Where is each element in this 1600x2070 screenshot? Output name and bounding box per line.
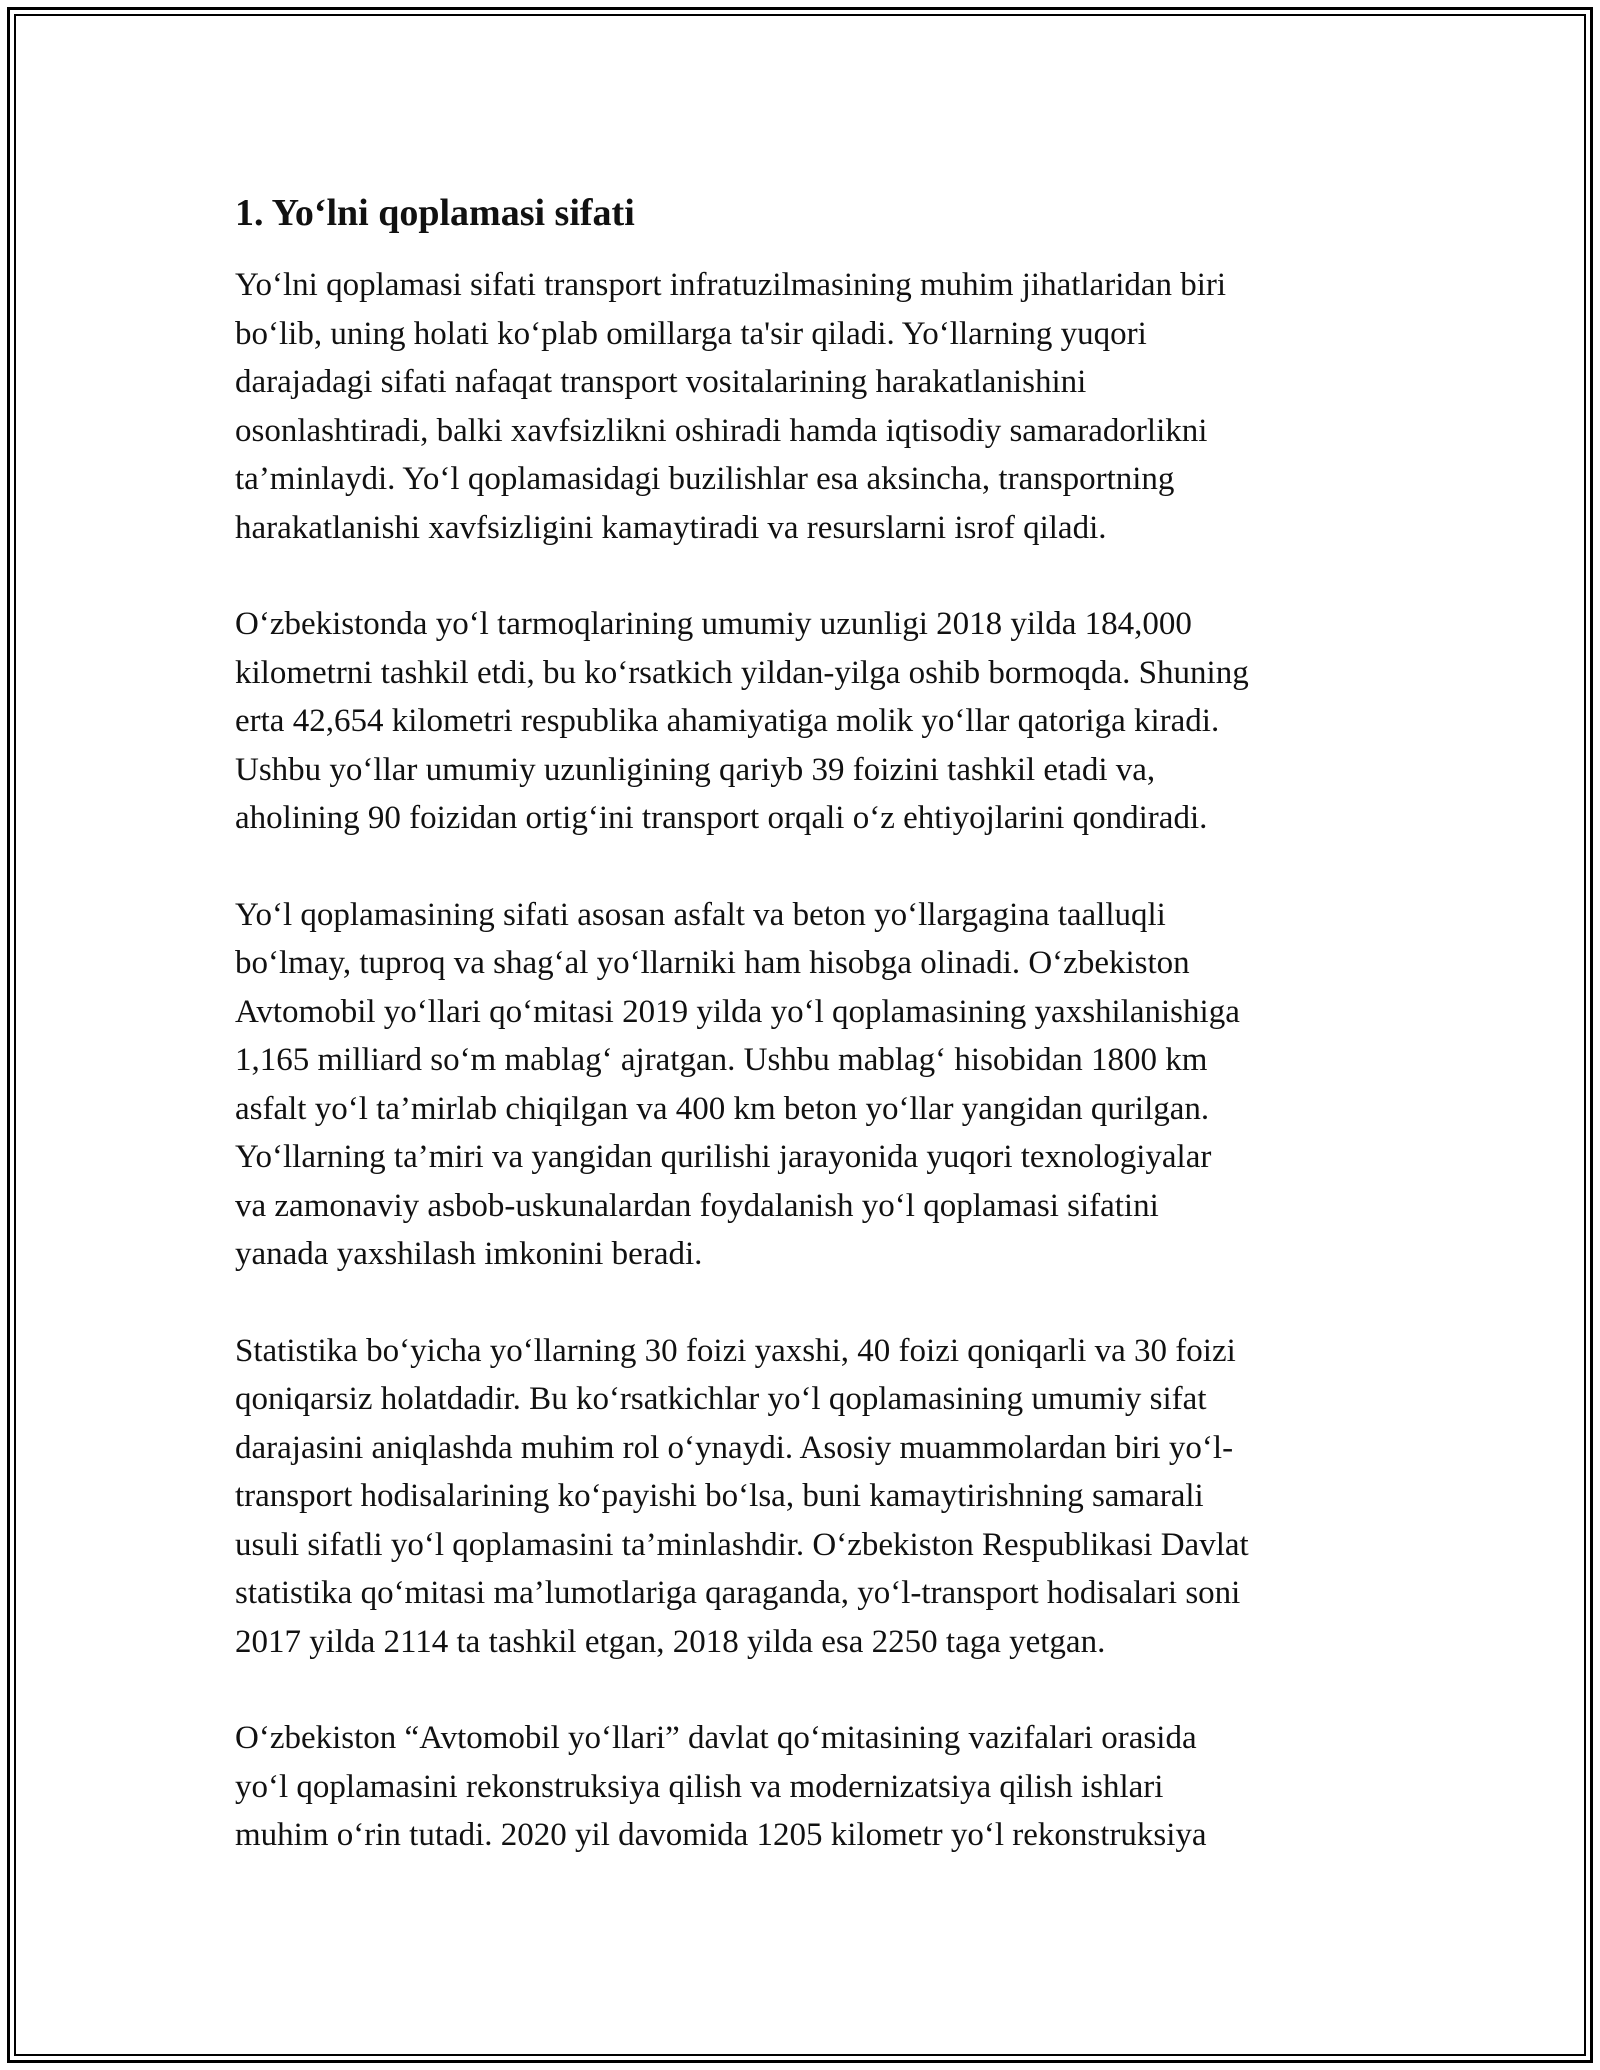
paragraph-1: Yo‘lni qoplamasi sifati transport infratuzilmasining muhim jihatlaridan biri bo‘lib, uning holati ko‘plab omillarga ta'sir qiladi. Yo‘llarning yuqori darajadagi sifati nafaqat transport vositalarining harakatlanishini osonlashtiradi, balki xavfsizlikni oshiradi hamda iqtisodiy samaradorlikni ta’minlaydi. Yo‘l qoplamasidagi buzilishlar esa aksincha, transportning harakatlanishi xavfsizligini kamaytiradi va resurslarni isrof qiladi. [235,267,1227,546]
section-heading: 1. Yo‘lni qoplamasi sifati [235,192,635,234]
paragraph-2: O‘zbekistonda yo‘l tarmoqlarining umumiy uzunligi 2018 yilda 184,000 kilometrni tashkil etdi, bu ko‘rsatkich yildan-yilga oshib bormoqda. Shuning erta 42,654 kilometri respublika ahamiyatiga molik yo‘llar qatoriga kiradi. Ushbu yo‘llar umumiy uzunligining qariyb 39 foizini tashkil etadi va, aholining 90 foizidan ortig‘ini transport orqali o‘z ehtiyojlarini qondiradi. [235,606,1249,836]
paragraph-5: O‘zbekiston “Avtomobil yo‘llari” davlat qo‘mitasining vazifalari orasida yo‘l qoplamasini rekonstruksiya qilish va modernizatsiya qilish ishlari muhim o‘rin tutadi. 2020 yil davomida 1205 kilometr yo‘l rekonstruksiya [235,1720,1207,1853]
paragraph-4: Statistika bo‘yicha yo‘llarning 30 foizi yaxshi, 40 foizi qoniqarli va 30 foizi qoniqarsiz holatdadir. Bu ko‘rsatkichlar yo‘l qoplamasining umumiy sifat darajasini aniqlashda muhim rol o‘ynaydi. Asosiy muammolardan biri yo‘l- transport hodisalarining ko‘payishi bo‘lsa, buni kamaytirishning samarali usuli sifatli yo‘l qoplamasini ta’minlashdir. O‘zbekiston Respublikasi Davlat statistika qo‘mitasi ma’lumotlariga qaraganda, yo‘l-transport hodisalari soni 2017 yilda 2114 ta tashkil etgan, 2018 yilda esa 2250 taga yetgan. [235,1332,1249,1660]
paragraph-3: Yo‘l qoplamasining sifati asosan asfalt va beton yo‘llargagina taalluqli bo‘lmay, tuproq va shag‘al yo‘llarniki ham hisobga olinadi. O‘zbekiston Avtomobil yo‘llari qo‘mitasi 2019 yilda yo‘l qoplamasining yaxshilanishiga 1,165 milliard so‘m mablag‘ ajratgan. Ushbu mablag‘ hisobidan 1800 km asfalt yo‘l ta’mirlab chiqilgan va 400 km beton yo‘llar yangidan qurilgan. Yo‘llarning ta’miri va yangidan qurilishi jarayonida yuqori texnologiyalar va zamonaviy asbob-uskunalardan foydalanish yo‘l qoplamasi sifatini yanada yaxshilash imkonini beradi. [235,896,1240,1272]
document-body [235,187,1385,1908]
